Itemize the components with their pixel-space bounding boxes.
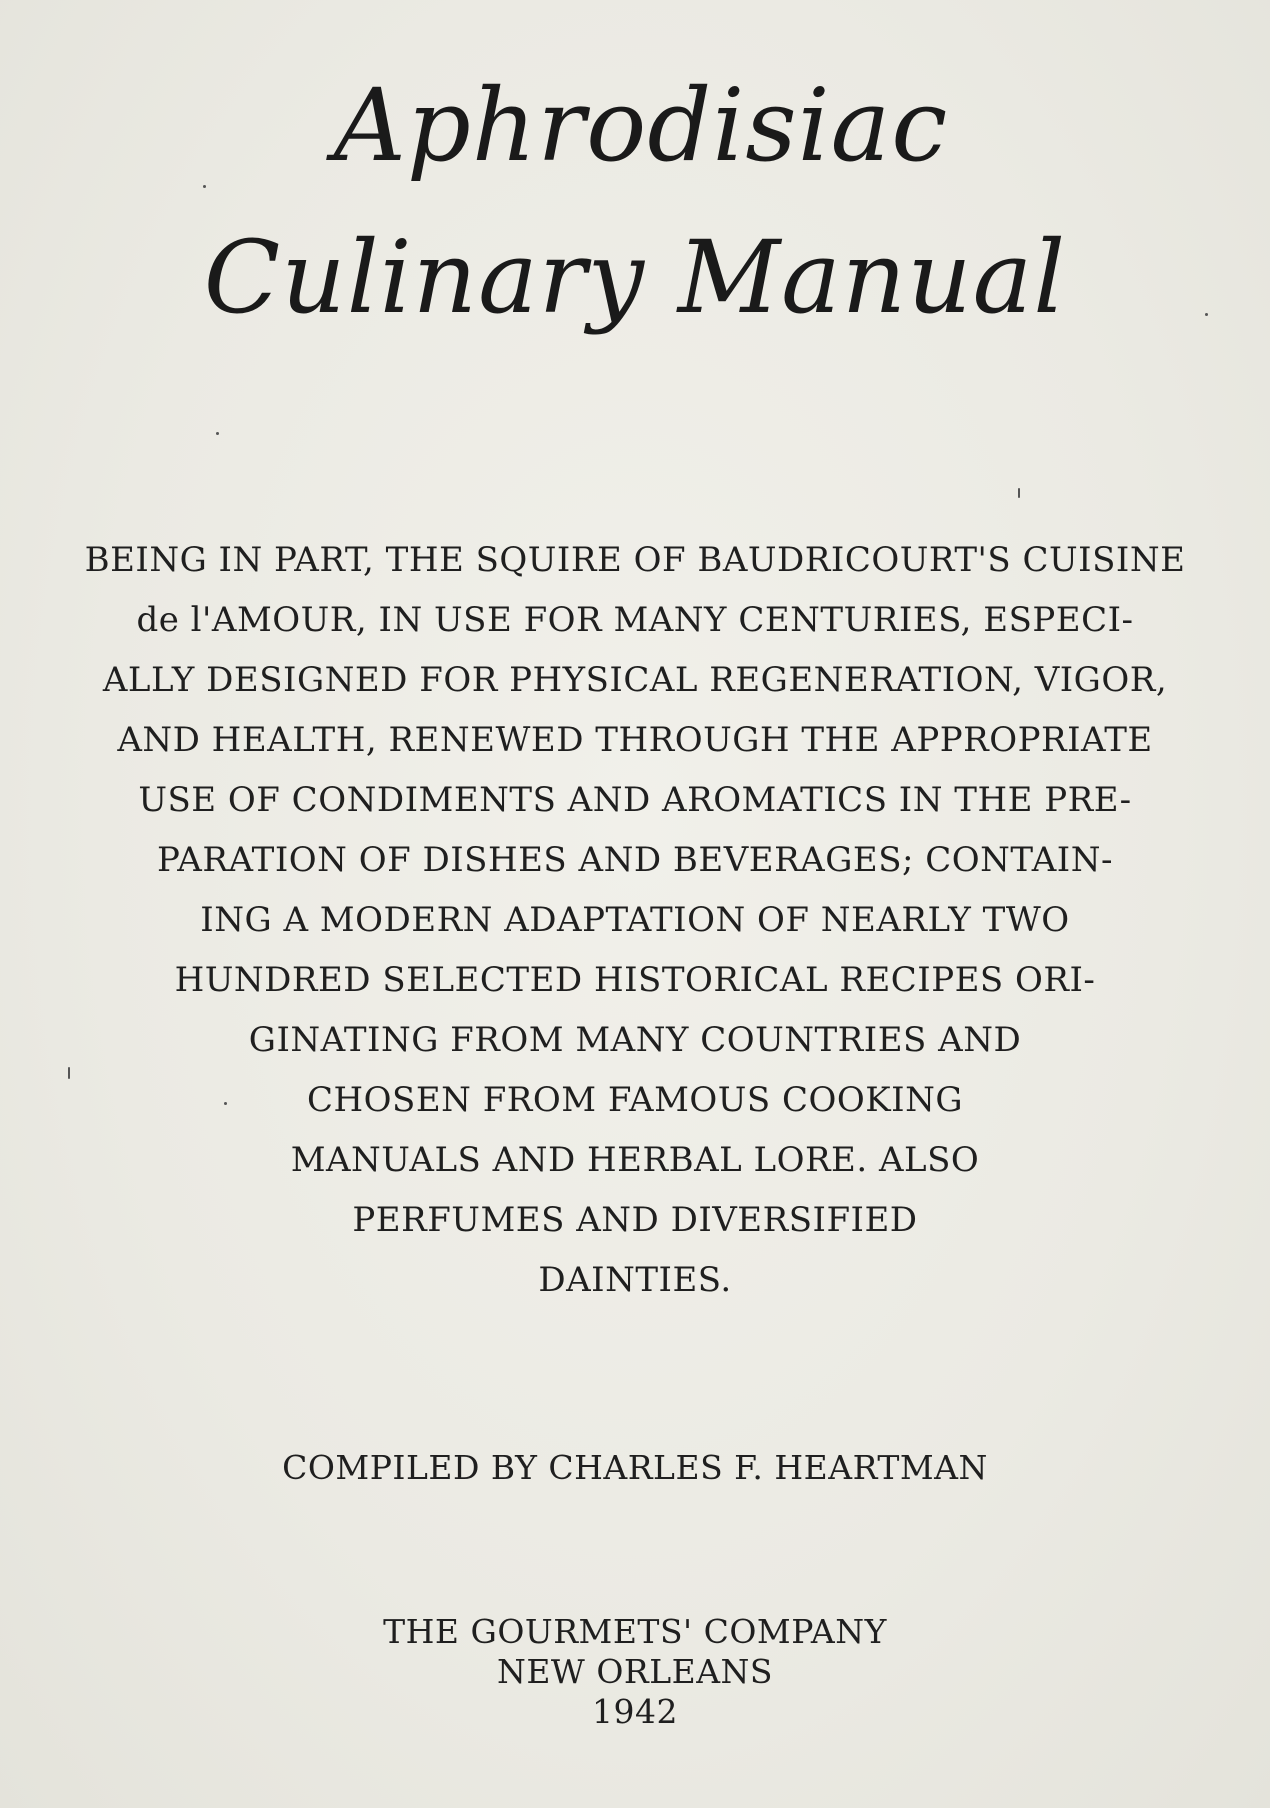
- description-line: PERFUMES AND DIVERSIFIED: [352, 1200, 918, 1240]
- paper-speck: [1018, 488, 1020, 498]
- paper-speck: [68, 1067, 70, 1079]
- description-line: CHOSEN FROM FAMOUS COOKING: [306, 1080, 964, 1120]
- description-line: AND HEALTH, RENEWED THROUGH THE APPROPRIATE: [117, 720, 1153, 760]
- description-line: PARATION OF DISHES AND BEVERAGES; CONTAIN-: [157, 840, 1113, 880]
- description-block: [60, 530, 1210, 1310]
- publisher-block: [0, 1612, 1270, 1732]
- description-line: ING A MODERN ADAPTATION OF NEARLY TWO: [200, 900, 1070, 940]
- book-title-line-2: Culinary Manual: [203, 219, 1067, 336]
- book-title-line-1: Aphrodisiac: [333, 67, 949, 184]
- paper-speck: [203, 185, 206, 188]
- description-line: GINATING FROM MANY COUNTRIES AND: [248, 1020, 1022, 1060]
- publisher-city: NEW ORLEANS: [496, 1652, 774, 1691]
- description-line: HUNDRED SELECTED HISTORICAL RECIPES ORI-: [174, 960, 1096, 1000]
- description-line: de l'AMOUR, IN USE FOR MANY CENTURIES, ESPECI-: [136, 600, 1134, 640]
- publisher-name: THE GOURMETS' COMPANY: [383, 1612, 887, 1651]
- compiler-credit: COMPILED BY CHARLES F. HEARTMAN: [282, 1448, 988, 1487]
- paper-speck: [216, 432, 219, 435]
- description-line: USE OF CONDIMENTS AND AROMATICS IN THE PRE-: [138, 780, 1132, 820]
- description-line: DAINTIES.: [538, 1260, 732, 1300]
- paper-speck: [224, 1102, 227, 1105]
- description-line: MANUALS AND HERBAL LORE. ALSO: [290, 1140, 980, 1180]
- description-line: BEING IN PART, THE SQUIRE OF BAUDRICOURT'S CUISINE: [84, 540, 1186, 580]
- publication-year: 1942: [592, 1692, 678, 1731]
- description-line: ALLY DESIGNED FOR PHYSICAL REGENERATION, VIGOR,: [102, 660, 1168, 700]
- paper-speck: [1205, 313, 1208, 316]
